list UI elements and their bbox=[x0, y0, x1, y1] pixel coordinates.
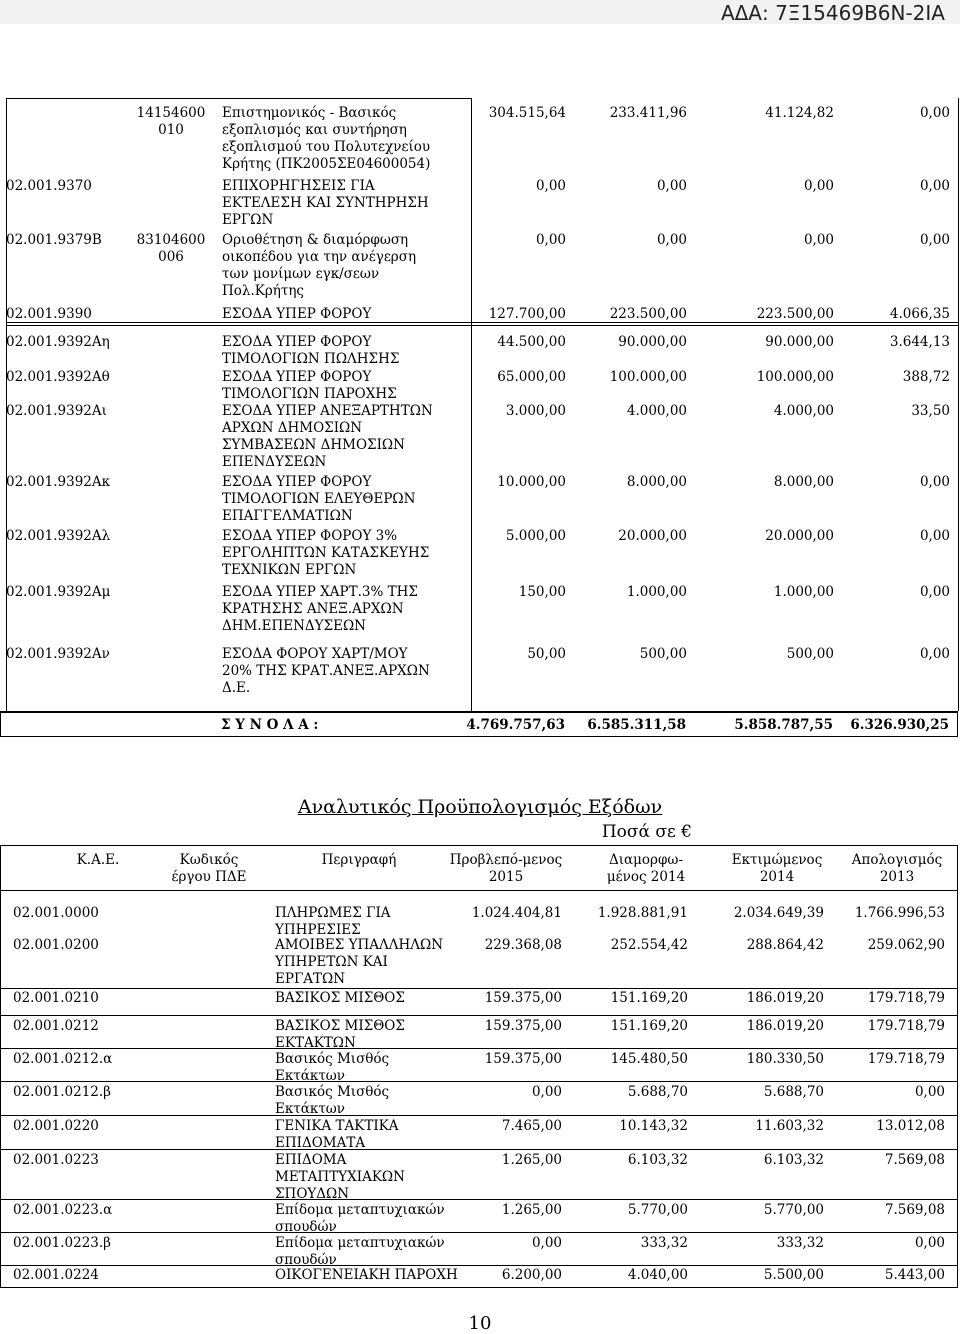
expense-value-2014-estimated: 333,32 bbox=[776, 1235, 824, 1251]
revenue-value-2014-estimated: 0,00 bbox=[803, 178, 834, 194]
revenue-value-2015: 3.000,00 bbox=[505, 403, 566, 419]
expense-value-2013-actual: 7.569,08 bbox=[884, 1152, 945, 1168]
revenue-value-2014-revised: 0,00 bbox=[656, 178, 687, 194]
expense-code: 02.001.0224 bbox=[13, 1267, 99, 1283]
expense-value-2014-estimated: 5.688,70 bbox=[763, 1084, 824, 1100]
expense-code: 02.001.0212.α bbox=[13, 1051, 113, 1067]
header-budget-2015: Προβλεπό-μενος 2015 bbox=[449, 852, 563, 885]
expense-value-2015: 1.024.404,81 bbox=[471, 905, 562, 921]
revenue-code: 02.001.9370 bbox=[6, 178, 92, 194]
revenue-value-2013-actual: 0,00 bbox=[919, 105, 950, 121]
revenue-row-9390-bottom bbox=[6, 325, 958, 326]
revenue-totals-row bbox=[0, 711, 958, 737]
expense-value-2015: 229.368,08 bbox=[484, 937, 562, 953]
expense-value-2015: 1.265,00 bbox=[501, 1202, 562, 1218]
expense-value-2013-actual: 0,00 bbox=[914, 1084, 945, 1100]
revenue-description: ΕΣΟΔΑ ΥΠΕΡ ΑΝΕΞΑΡΤΗΤΩΝ ΑΡΧΩΝ ΔΗΜΟΣΙΩΝ ΣΥΜΒΑΣΕΩΝ ΔΗΜΟΣΙΩΝ ΕΠΕΝΔΥΣΕΩΝ bbox=[222, 403, 433, 470]
revenue-value-2013-actual: 4.066,35 bbox=[889, 306, 950, 322]
expense-description: Βασικός Μισθός Εκτάκτων bbox=[275, 1084, 390, 1117]
expenses-row-divider bbox=[1, 988, 957, 989]
expense-description: ΒΑΣΙΚΟΣ ΜΙΣΘΟΣ bbox=[275, 990, 405, 1006]
header-project-code: Κωδικός έργου ΠΔΕ bbox=[171, 852, 247, 885]
header-revised-2014: Διαμορφω- μένος 2014 bbox=[606, 852, 686, 885]
revenue-value-2015: 0,00 bbox=[535, 232, 566, 248]
expense-value-2014-revised: 252.554,42 bbox=[610, 937, 688, 953]
revenue-value-2014-estimated: 20.000,00 bbox=[765, 528, 834, 544]
revenue-value-2015: 127.700,00 bbox=[488, 306, 566, 322]
expense-value-2013-actual: 179.718,79 bbox=[867, 990, 945, 1006]
revenue-code: 02.001.9392Ακ bbox=[6, 474, 111, 490]
expense-value-2014-revised: 151.169,20 bbox=[610, 990, 688, 1006]
revenue-value-2014-revised: 0,00 bbox=[656, 232, 687, 248]
expense-value-2013-actual: 0,00 bbox=[914, 1235, 945, 1251]
revenue-value-2014-revised: 90.000,00 bbox=[618, 334, 687, 350]
revenue-value-2014-revised: 500,00 bbox=[639, 646, 687, 662]
expense-value-2013-actual: 179.718,79 bbox=[867, 1018, 945, 1034]
revenue-value-2014-estimated: 8.000,00 bbox=[773, 474, 834, 490]
header-estimated-2014: Εκτιμώμενος 2014 bbox=[731, 852, 823, 885]
revenue-value-2014-estimated: 223.500,00 bbox=[756, 306, 834, 322]
expenses-row-divider bbox=[1, 1048, 957, 1049]
revenue-project-code: 83104600 006 bbox=[136, 232, 206, 265]
ada-header-bar bbox=[0, 0, 960, 24]
revenue-description: ΕΣΟΔΑ ΥΠΕΡ ΦΟΡΟΥ ΤΙΜΟΛΟΓΙΩΝ ΠΩΛΗΣΗΣ bbox=[222, 334, 400, 367]
revenue-value-2014-estimated: 90.000,00 bbox=[765, 334, 834, 350]
revenue-value-2014-revised: 1.000,00 bbox=[626, 584, 687, 600]
revenue-description: ΕΣΟΔΑ ΦΟΡΟΥ ΧΑΡΤ/ΜΟΥ 20% ΤΗΣ ΚΡΑΤ.ΑΝΕΞ.ΑΡΧΩΝ Δ.Ε. bbox=[222, 646, 430, 696]
expense-value-2014-revised: 10.143,32 bbox=[619, 1118, 688, 1134]
revenue-description: ΕΠΙΧΟΡΗΓΗΣΕΙΣ ΓΙΑ ΕΚΤΕΛΕΣΗ ΚΑΙ ΣΥΝΤΗΡΗΣΗ ΕΡΓΩΝ bbox=[222, 178, 429, 228]
revenue-value-2015: 0,00 bbox=[535, 178, 566, 194]
expense-code: 02.001.0200 bbox=[13, 937, 99, 953]
expenses-row-divider bbox=[1, 1232, 957, 1233]
revenue-value-2013-actual: 33,50 bbox=[911, 403, 950, 419]
expense-code: 02.001.0223.β bbox=[13, 1235, 111, 1251]
page-number: 10 bbox=[468, 1313, 492, 1334]
expense-value-2014-revised: 333,32 bbox=[640, 1235, 688, 1251]
expense-description: Βασικός Μισθός Εκτάκτων bbox=[275, 1051, 390, 1084]
revenue-code: 02.001.9392Αλ bbox=[6, 528, 111, 544]
expense-value-2014-estimated: 11.603,32 bbox=[755, 1118, 824, 1134]
revenue-code: 02.001.9392Αν bbox=[6, 646, 110, 662]
expense-description: ΟΙΚΟΓΕΝΕΙΑΚΗ ΠΑΡΟΧΗ bbox=[275, 1267, 458, 1283]
revenue-value-2014-estimated: 41.124,82 bbox=[765, 105, 834, 121]
revenue-value-2015: 44.500,00 bbox=[497, 334, 566, 350]
expense-value-2014-estimated: 186.019,20 bbox=[746, 1018, 824, 1034]
header-actual-2013: Απολογισμός 2013 bbox=[851, 852, 943, 885]
expense-value-2013-actual: 259.062,90 bbox=[867, 937, 945, 953]
expense-value-2014-revised: 5.688,70 bbox=[627, 1084, 688, 1100]
totals-label: Σ Υ Ν Ο Λ Α : bbox=[221, 717, 319, 733]
header-kae: Κ.Α.Ε. bbox=[76, 852, 120, 868]
expense-description: ΕΠΙΔΟΜΑ ΜΕΤΑΠΤΥΧΙΑΚΩΝ ΣΠΟΥΔΩΝ bbox=[275, 1152, 405, 1202]
revenue-value-2014-estimated: 1.000,00 bbox=[773, 584, 834, 600]
revenue-value-2015: 50,00 bbox=[527, 646, 566, 662]
expense-description: ΠΛΗΡΩΜΕΣ ΓΙΑ ΥΠΗΡΕΣΙΕΣ bbox=[275, 905, 391, 938]
expense-code: 02.001.0210 bbox=[13, 990, 99, 1006]
revenue-code: 02.001.9392Αη bbox=[6, 334, 110, 350]
expenses-row-divider bbox=[1, 1265, 957, 1266]
expense-description: ΒΑΣΙΚΟΣ ΜΙΣΘΟΣ ΕΚΤΑΚΤΩΝ bbox=[275, 1018, 405, 1051]
expenses-table bbox=[0, 891, 958, 1288]
revenue-value-2013-actual: 0,00 bbox=[919, 232, 950, 248]
expense-description: ΑΜΟΙΒΕΣ ΥΠΑΛΛΗΛΩΝ ΥΠΗΡΕΤΩΝ ΚΑΙ ΕΡΓΑΤΩΝ bbox=[275, 937, 444, 987]
expense-value-2014-estimated: 5.770,00 bbox=[763, 1202, 824, 1218]
revenue-code: 02.001.9379Β bbox=[6, 232, 102, 248]
revenue-description: ΕΣΟΔΑ ΥΠΕΡ ΦΟΡΟΥ ΤΙΜΟΛΟΓΙΩΝ ΠΑΡΟΧΗΣ bbox=[222, 369, 397, 402]
expense-value-2015: 159.375,00 bbox=[484, 990, 562, 1006]
expense-value-2014-revised: 5.770,00 bbox=[627, 1202, 688, 1218]
revenue-value-2014-revised: 8.000,00 bbox=[626, 474, 687, 490]
expense-value-2015: 6.200,00 bbox=[501, 1267, 562, 1283]
expense-description: Επίδομα μεταπτυχιακών σπουδών bbox=[275, 1202, 445, 1235]
expense-value-2014-estimated: 2.034.649,39 bbox=[733, 905, 824, 921]
expenses-title: Αναλυτικός Προϋπολογισμός Εξόδων bbox=[297, 796, 663, 818]
expense-value-2015: 159.375,00 bbox=[484, 1051, 562, 1067]
revenue-value-2014-estimated: 0,00 bbox=[803, 232, 834, 248]
expense-value-2013-actual: 1.766.996,53 bbox=[854, 905, 945, 921]
revenue-value-2015: 5.000,00 bbox=[505, 528, 566, 544]
expense-value-2014-revised: 151.169,20 bbox=[610, 1018, 688, 1034]
expenses-row-divider bbox=[1, 1115, 957, 1116]
revenue-value-2013-actual: 0,00 bbox=[919, 178, 950, 194]
revenue-code: 02.001.9392Αι bbox=[6, 403, 107, 419]
revenue-value-2014-revised: 233.411,96 bbox=[609, 105, 687, 121]
revenue-value-2015: 150,00 bbox=[518, 584, 566, 600]
expense-value-2015: 0,00 bbox=[531, 1084, 562, 1100]
revenue-description: Οριοθέτηση & διαμόρφωση οικοπέδου για την ανέγερση των μονίμων εγκ/σεων Πολ.Κρήτης bbox=[222, 232, 417, 299]
expense-value-2014-estimated: 6.103,32 bbox=[763, 1152, 824, 1168]
revenue-description: ΕΣΟΔΑ ΥΠΕΡ ΦΟΡΟΥ bbox=[222, 306, 372, 322]
revenue-value-2014-revised: 20.000,00 bbox=[618, 528, 687, 544]
revenue-description: Επιστημονικός - Βασικός εξοπλισμός και συντήρηση εξοπλισμού του Πολυτεχνείου Κρήτης (ΠΚ2005ΣΕ04600054) bbox=[222, 105, 431, 172]
revenue-project-code: 14154600 010 bbox=[136, 105, 206, 138]
totals-v3: 5.858.787,55 bbox=[734, 717, 833, 733]
expense-value-2013-actual: 179.718,79 bbox=[867, 1051, 945, 1067]
expense-value-2015: 159.375,00 bbox=[484, 1018, 562, 1034]
revenue-value-2013-actual: 388,72 bbox=[902, 369, 950, 385]
revenue-value-2014-estimated: 500,00 bbox=[786, 646, 834, 662]
expense-value-2013-actual: 5.443,00 bbox=[884, 1267, 945, 1283]
revenue-table-top-edge bbox=[6, 98, 471, 99]
expense-value-2014-estimated: 288.864,42 bbox=[746, 937, 824, 953]
expense-code: 02.001.0220 bbox=[13, 1118, 99, 1134]
currency-note: Ποσά σε € bbox=[601, 822, 692, 842]
expense-code: 02.001.0212.β bbox=[13, 1084, 111, 1100]
revenue-value-2014-revised: 4.000,00 bbox=[626, 403, 687, 419]
revenue-value-2015: 65.000,00 bbox=[497, 369, 566, 385]
expense-value-2015: 7.465,00 bbox=[501, 1118, 562, 1134]
expense-code: 02.001.0000 bbox=[13, 905, 99, 921]
expense-value-2014-estimated: 180.330,50 bbox=[746, 1051, 824, 1067]
revenue-table-divider bbox=[471, 98, 472, 711]
revenue-value-2013-actual: 0,00 bbox=[919, 584, 950, 600]
expense-value-2014-estimated: 186.019,20 bbox=[746, 990, 824, 1006]
revenue-value-2014-estimated: 4.000,00 bbox=[773, 403, 834, 419]
totals-v1: 4.769.757,63 bbox=[466, 717, 565, 733]
expense-value-2014-revised: 145.480,50 bbox=[610, 1051, 688, 1067]
revenue-value-2013-actual: 0,00 bbox=[919, 646, 950, 662]
revenue-value-2013-actual: 3.644,13 bbox=[889, 334, 950, 350]
expenses-row-divider bbox=[1, 1199, 957, 1200]
expense-value-2014-revised: 4.040,00 bbox=[627, 1267, 688, 1283]
revenue-value-2013-actual: 0,00 bbox=[919, 474, 950, 490]
revenue-description: ΕΣΟΔΑ ΥΠΕΡ ΦΟΡΟΥ ΤΙΜΟΛΟΓΙΩΝ ΕΛΕΥΘΕΡΩΝ ΕΠΑΓΓΕΛΜΑΤΙΩΝ bbox=[222, 474, 416, 524]
expense-value-2014-estimated: 5.500,00 bbox=[763, 1267, 824, 1283]
revenue-table bbox=[0, 98, 959, 711]
revenue-description: ΕΣΟΔΑ ΥΠΕΡ ΧΑΡΤ.3% ΤΗΣ ΚΡΑΤΗΣΗΣ ΑΝΕΞ.ΑΡΧΩΝ ΔΗΜ.ΕΠΕΝΔΥΣΕΩΝ bbox=[222, 584, 418, 634]
expense-value-2014-revised: 1.928.881,91 bbox=[597, 905, 688, 921]
expense-value-2013-actual: 13.012,08 bbox=[876, 1118, 945, 1134]
revenue-value-2014-revised: 223.500,00 bbox=[609, 306, 687, 322]
expense-code: 02.001.0212 bbox=[13, 1018, 99, 1034]
ada-code: ΑΔΑ: 7Ξ15469Β6Ν-2ΙΑ bbox=[720, 1, 945, 25]
revenue-value-2014-revised: 100.000,00 bbox=[609, 369, 687, 385]
expense-value-2013-actual: 7.569,08 bbox=[884, 1202, 945, 1218]
expense-value-2014-revised: 6.103,32 bbox=[627, 1152, 688, 1168]
expenses-header bbox=[0, 845, 958, 891]
expense-description: Επίδομα μεταπτυχιακών σπουδών bbox=[275, 1235, 445, 1268]
expense-code: 02.001.0223 bbox=[13, 1152, 99, 1168]
expenses-row-divider bbox=[1, 1081, 957, 1082]
expense-value-2015: 0,00 bbox=[531, 1235, 562, 1251]
expenses-row-divider bbox=[1, 1015, 957, 1016]
revenue-code: 02.001.9392Αμ bbox=[6, 584, 111, 600]
revenue-value-2015: 304.515,64 bbox=[488, 105, 566, 121]
revenue-description: ΕΣΟΔΑ ΥΠΕΡ ΦΟΡΟΥ 3% ΕΡΓΟΛΗΠΤΩΝ ΚΑΤΑΣΚΕΥΗΣ ΤΕΧΝΙΚΩΝ ΕΡΓΩΝ bbox=[222, 528, 430, 578]
totals-v2: 6.585.311,58 bbox=[587, 717, 686, 733]
revenue-value-2015: 10.000,00 bbox=[497, 474, 566, 490]
expenses-row-divider bbox=[1, 1149, 957, 1150]
revenue-value-2014-estimated: 100.000,00 bbox=[756, 369, 834, 385]
totals-v4: 6.326.930,25 bbox=[850, 717, 949, 733]
revenue-value-2013-actual: 0,00 bbox=[919, 528, 950, 544]
revenue-code: 02.001.9392Αθ bbox=[6, 369, 110, 385]
header-description: Περιγραφή bbox=[321, 852, 397, 868]
expense-description: ΓΕΝΙΚΑ ΤΑΚΤΙΚΑ ΕΠΙΔΟΜΑΤΑ bbox=[275, 1118, 399, 1151]
expense-code: 02.001.0223.α bbox=[13, 1202, 113, 1218]
revenue-code: 02.001.9390 bbox=[6, 306, 92, 322]
expense-value-2015: 1.265,00 bbox=[501, 1152, 562, 1168]
